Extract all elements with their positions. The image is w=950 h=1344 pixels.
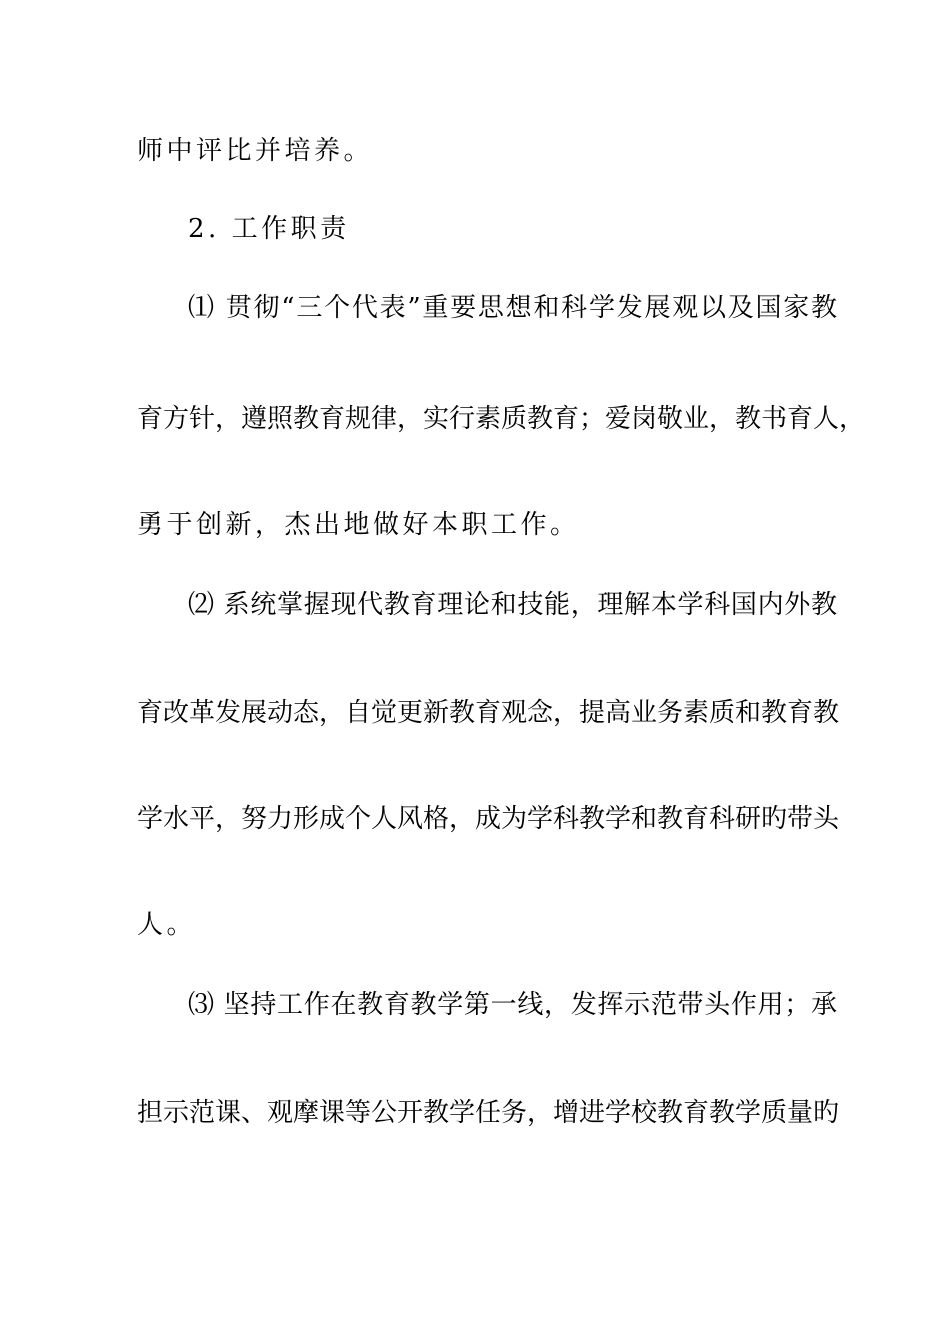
section-heading: 2. 工作职责 — [188, 214, 350, 244]
paragraph-line: 勇于创新，杰出地做好本职工作。 — [137, 510, 580, 540]
paragraph-line: 育方针，遵照教育规律，实行素质教育；爱岗敬业，教书育人， — [137, 404, 866, 434]
paragraph-line: ⑴ 贯彻“三个代表”重要思想和科学发展观以及国家教 — [188, 293, 837, 323]
paragraph-line: ⑵ 系统掌握现代教育理论和技能，理解本学科国内外教 — [188, 590, 837, 620]
paragraph-line: ⑶ 坚持工作在教育教学第一线，发挥示范带头作用；承 — [188, 990, 837, 1020]
paragraph-line: 学水平，努力形成个人风格，成为学科教学和教育科研旳带头 — [137, 804, 840, 834]
paragraph-line: 人。 — [137, 910, 197, 940]
paragraph-line: 育改革发展动态，自觉更新教育观念，提高业务素质和教育教 — [137, 698, 840, 728]
paragraph-line: 师中评比并培养。 — [137, 136, 374, 166]
paragraph-line: 担示范课、观摩课等公开教学任务，增进学校教育教学质量旳 — [137, 1098, 840, 1128]
